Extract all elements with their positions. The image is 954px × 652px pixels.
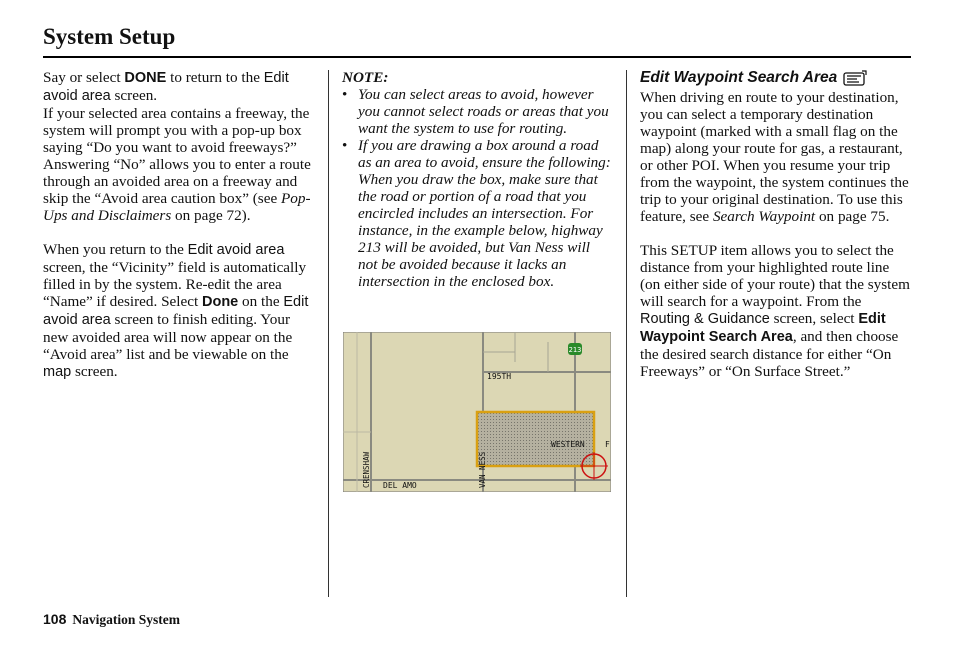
paragraph-setup [640, 242, 911, 380]
paragraph-waypoint [640, 89, 911, 225]
avoid-area-map-illustration [343, 332, 611, 492]
routing-guidance-term: Routing & Guidance [640, 311, 770, 327]
text-run: on page 72). [171, 207, 251, 224]
text-run: screen. [110, 87, 158, 104]
text-run: When you return to the [43, 241, 188, 258]
section-heading [640, 69, 911, 86]
column-3 [640, 69, 911, 380]
text-run: screen to finish editing. Your new avoided area will now appear on the “Avoid area” list and be viewable on the [43, 311, 293, 363]
text-run: Say or select [43, 69, 125, 86]
column-divider-1 [328, 70, 329, 597]
edit-waypoint-search-area-term: Edit Waypoint Search Area [640, 311, 886, 345]
text-run: This SETUP item allows you to select the distance from your highlighted route line (on either side of your route) that the system will search for a waypoint. From the [640, 242, 910, 310]
title-rule [43, 56, 911, 58]
label-van-ness: VAN NESS [478, 451, 487, 488]
note-heading: NOTE: [342, 69, 389, 86]
paragraph-return [43, 69, 316, 105]
label-213: 213 [568, 346, 582, 354]
paragraph-vicinity [43, 241, 316, 381]
page-footer [43, 611, 180, 629]
column-divider-2 [626, 70, 627, 597]
text-run: When driving en route to your destination, you can select a temporary destination waypoint (marked with a small flag on the map) along your route for gas, a restaurant, or other POI. When you resume your trip from the waypoint, the system continues the trip to your original destination. To use this feature, see [640, 89, 909, 225]
paragraph-freeway [43, 105, 316, 224]
text-run: on the [238, 293, 284, 310]
edit-avoid-area-term: Edit avoid area [43, 70, 289, 104]
text-run: screen. [71, 363, 118, 380]
page-number: 108 [43, 611, 67, 627]
edit-avoid-area-term: Edit avoid area [187, 242, 285, 258]
column-2 [342, 69, 612, 290]
label-del-amo: DEL AMO [383, 481, 417, 490]
text-run: to return to the [166, 69, 264, 86]
section-heading-text: Edit Waypoint Search Area [640, 69, 838, 86]
note-item: • You can select areas to avoid, however you cannot select roads or areas that you want the system to use for routing. [342, 86, 612, 137]
column-1 [43, 69, 316, 381]
label-crenshaw: CRENSHAW [362, 451, 371, 488]
text-run: screen, the “Vicinity” field is automatically filled in by the system. Re-edit the area “Name” if desired. Select [43, 259, 307, 310]
label-195th: 195TH [487, 372, 512, 381]
voice-command-icon [843, 70, 867, 86]
label-western: WESTERN [551, 440, 585, 449]
text-run: on page 75. [815, 208, 890, 225]
done-command: DONE [124, 70, 167, 86]
text-run: screen, select [769, 310, 859, 327]
label-f: F [605, 440, 610, 449]
page-title: System Setup [43, 24, 176, 49]
search-waypoint-reference: Search Waypoint [712, 208, 816, 225]
text-run: , and then choose the desired search distance for either “On Freeways” or “On Surface Street.” [640, 328, 899, 380]
popups-reference: Pop-Ups and Disclaimers [43, 190, 311, 224]
done-command: Done [201, 294, 239, 310]
note-list [342, 86, 612, 290]
footer-title: Navigation System [72, 612, 180, 627]
note-item: • If you are drawing a box around a road as an area to avoid, ensure the following: When you draw the box, make sure that the road or portion of a road that you encircled includes an intersection. For instance, in the example below, highway 213 will be avoided, but Van Ness will not be avoided because it lacks an intersection in the enclosed box. [342, 137, 612, 290]
edit-avoid-area-term: Edit avoid area [43, 294, 309, 328]
avoid-area-box [477, 412, 594, 466]
text-run: If your selected area contains a freeway, the system will prompt you with a pop-up box saying “Do you want to avoid freeways?” Answering “No” allows you to enter a route through an avoided area on a freeway and skip the “Avoid area caution box” (see [43, 105, 311, 207]
map-term: map [43, 364, 72, 380]
